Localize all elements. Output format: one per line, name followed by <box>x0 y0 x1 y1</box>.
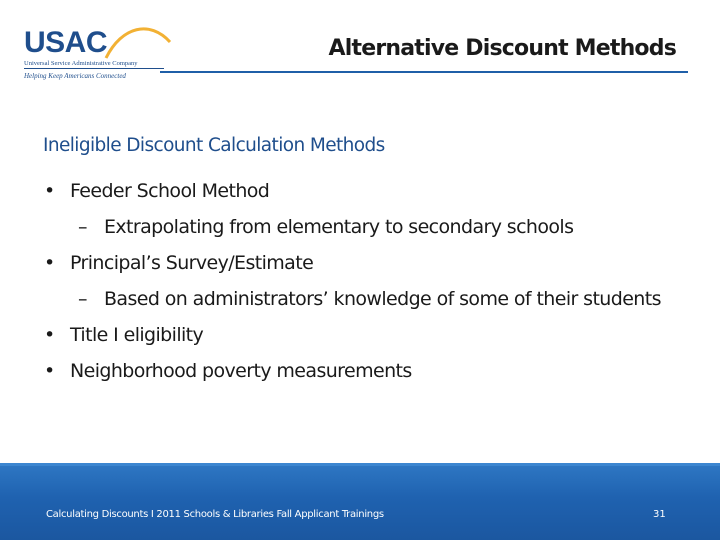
bullet-icon: • <box>44 252 55 274</box>
sub-bullet-text: Extrapolating from elementary to secondary schools <box>104 216 574 238</box>
bullet-icon: • <box>44 360 55 382</box>
dash-icon: – <box>78 288 87 310</box>
logo-divider <box>24 68 164 69</box>
bullet-icon: • <box>44 180 55 202</box>
title-divider <box>160 71 688 73</box>
logo-wordmark: USAC <box>24 26 108 59</box>
section-subtitle: Ineligible Discount Calculation Methods <box>43 135 385 156</box>
logo-subtitle: Universal Service Administrative Company <box>24 60 138 67</box>
page-number: 31 <box>653 509 666 520</box>
bullet-item <box>44 178 694 204</box>
bullet-text: Title I eligibility <box>70 324 204 346</box>
footer-text: Calculating Discounts I 2011 Schools & Libraries Fall Applicant Trainings <box>46 509 384 520</box>
bullet-item <box>44 358 694 384</box>
logo-tagline: Helping Keep Americans Connected <box>24 72 126 80</box>
usac-logo <box>18 22 163 88</box>
sub-bullet-item <box>44 214 674 240</box>
footer-bar <box>0 463 720 540</box>
footer-highlight <box>0 463 720 466</box>
bullet-item <box>44 250 694 276</box>
sub-bullet-text: Based on administrators’ knowledge of some of their students <box>104 288 661 310</box>
sub-bullet-item <box>44 286 674 312</box>
bullet-text: Feeder School Method <box>70 180 270 202</box>
bullet-text: Neighborhood poverty measurements <box>70 360 412 382</box>
slide-title: Alternative Discount Methods <box>328 36 676 61</box>
bullet-list <box>44 178 694 394</box>
logo-swoosh-icon <box>104 22 174 62</box>
bullet-item <box>44 322 694 348</box>
bullet-icon: • <box>44 324 55 346</box>
dash-icon: – <box>78 216 87 238</box>
bullet-text: Principal’s Survey/Estimate <box>70 252 314 274</box>
